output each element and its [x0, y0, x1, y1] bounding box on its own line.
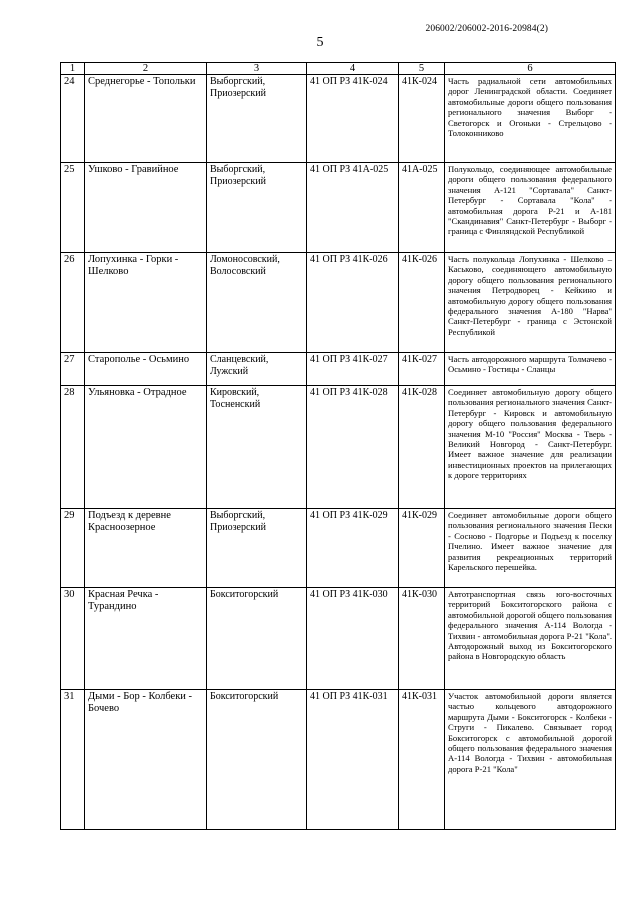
row-number: 24	[61, 75, 85, 163]
road-short-code: 41К-028	[399, 386, 445, 509]
table-row	[61, 253, 616, 353]
road-code: 41 ОП РЗ 41К-031	[307, 690, 399, 830]
table-row	[61, 386, 616, 509]
road-description: Участок автомобильной дороги является частью кольцевого автодорожного маршрута Дыми - Бокситогорск - Колбеки - Струги - Пикалево. Связывает город Бокситогорск с автомобильной дорогой общего пользования федерального значения А-114 Вологда - Тихвин - автомобильная дорога Р-21 "Кола"	[445, 690, 616, 830]
road-description: Соединяет автомобильную дорогу общего пользования регионального значения Санкт-Петербург - Кировск и автомобильную дорогу общего пользования федерального значения М-10 "Россия" Москва - Тверь - Великий Новгород - Санкт-Петербург. Имеет важное значение для реализации инвестиционных проектов на прилегающих к дороге территориях	[445, 386, 616, 509]
road-description: Автотранспортная связь юго-восточных территорий Бокситогорского района с автомобильной дорогой общего пользования федерального значения А-114 Вологда - Тихвин - автомобильная дорога Р-21 "Кола". Автодорожный выход из Бокситогорского района в Новгородскую область	[445, 588, 616, 690]
road-description: Полукольцо, соединяющее автомобильные дороги общего пользования федерального значения А-121 "Сортавала" Санкт-Петербург - Сортавала "Кола" - автомобильная дорога Р-21 и А-181 "Скандинавия" Санкт-Петербург - Выборг - граница с Финляндской Республикой	[445, 163, 616, 253]
road-code: 41 ОП РЗ 41К-029	[307, 509, 399, 588]
road-code: 41 ОП РЗ 41К-030	[307, 588, 399, 690]
road-short-code: 41К-030	[399, 588, 445, 690]
page-number: 5	[316, 35, 324, 50]
column-header: 2	[85, 63, 207, 75]
road-name: Среднегорье - Топольки	[85, 75, 207, 163]
road-name: Дыми - Бор - Колбеки - Бочево	[85, 690, 207, 830]
road-description: Часть автодорожного маршрута Толмачево - Осьмино - Гостицы - Сланцы	[445, 353, 616, 386]
row-number: 31	[61, 690, 85, 830]
table-row	[61, 509, 616, 588]
road-short-code: 41К-031	[399, 690, 445, 830]
table-row	[61, 75, 616, 163]
road-districts: Ломоносовский, Волосовский	[207, 253, 307, 353]
road-name: Старополье - Осьмино	[85, 353, 207, 386]
row-number: 25	[61, 163, 85, 253]
road-short-code: 41К-029	[399, 509, 445, 588]
road-code: 41 ОП РЗ 41К-026	[307, 253, 399, 353]
row-number: 28	[61, 386, 85, 509]
table-header-row	[61, 63, 616, 75]
table-row	[61, 163, 616, 253]
road-short-code: 41К-026	[399, 253, 445, 353]
road-districts: Бокситогорский	[207, 690, 307, 830]
road-name: Красная Речка - Турандино	[85, 588, 207, 690]
row-number: 30	[61, 588, 85, 690]
row-number: 26	[61, 253, 85, 353]
road-code: 41 ОП РЗ 41К-027	[307, 353, 399, 386]
road-districts: Бокситогорский	[207, 588, 307, 690]
table-row	[61, 588, 616, 690]
road-districts: Выборгский, Приозерский	[207, 75, 307, 163]
road-short-code: 41А-025	[399, 163, 445, 253]
column-header: 6	[445, 63, 616, 75]
row-number: 29	[61, 509, 85, 588]
road-description: Соединяет автомобильные дороги общего пользования регионального значения Пески - Сосново - Подгорье и Подъезд к поселку Пчелино. Имеет важное значение для развития рекреационных территорий Карельского перешейка.	[445, 509, 616, 588]
column-header: 3	[207, 63, 307, 75]
table-row	[61, 353, 616, 386]
road-code: 41 ОП РЗ 41К-028	[307, 386, 399, 509]
road-description: Часть радиальной сети автомобильных дорог Ленинградской области. Соединяет автомобильные дороги общего пользования регионального значения Выборг - Светогорск и Огоньки - Стрельцово - Толоконниково	[445, 75, 616, 163]
road-code: 41 ОП РЗ 41К-024	[307, 75, 399, 163]
road-code: 41 ОП РЗ 41А-025	[307, 163, 399, 253]
road-districts: Выборгский, Приозерский	[207, 509, 307, 588]
roads-table	[60, 62, 616, 830]
column-header: 5	[399, 63, 445, 75]
road-name: Подъезд к деревне Красноозерное	[85, 509, 207, 588]
road-districts: Кировский, Тосненский	[207, 386, 307, 509]
road-description: Часть полукольца Лопухинка - Шелково – Каськово, соединяющего автомобильную дорогу общего пользования регионального значения Петродворец - Кейкино и автомобильную дорогу общего пользования федерального значения А-180 "Нарва" Санкт-Петербург - граница с Эстонской Республикой	[445, 253, 616, 353]
table-row	[61, 690, 616, 830]
road-short-code: 41К-024	[399, 75, 445, 163]
document-id: 206002/206002-2016-20984(2)	[425, 24, 548, 34]
road-name: Лопухинка - Горки - Шелково	[85, 253, 207, 353]
road-short-code: 41К-027	[399, 353, 445, 386]
column-header: 4	[307, 63, 399, 75]
road-name: Ульяновка - Отрадное	[85, 386, 207, 509]
road-districts: Сланцевский, Лужский	[207, 353, 307, 386]
road-name: Ушково - Гравийное	[85, 163, 207, 253]
row-number: 27	[61, 353, 85, 386]
column-header: 1	[61, 63, 85, 75]
road-districts: Выборгский, Приозерский	[207, 163, 307, 253]
